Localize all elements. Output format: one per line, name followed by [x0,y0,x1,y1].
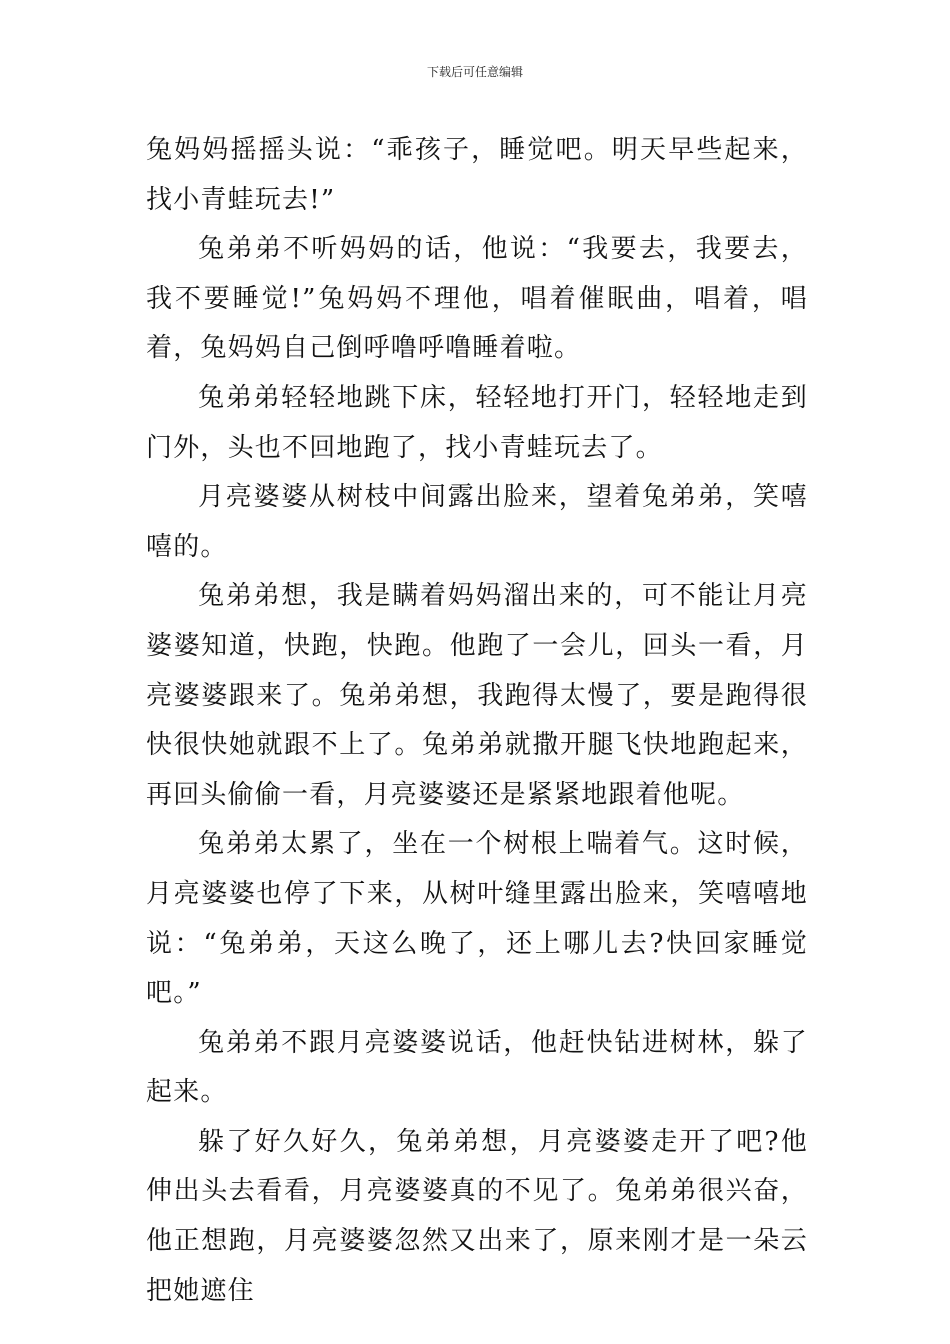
body-text [146,126,808,1316]
paragraph: 兔妈妈摇摇头说：“乖孩子，睡觉吧。明天早些起来，找小青蛙玩去!” [146,135,808,215]
paragraph: 兔弟弟不听妈妈的话，他说：“我要去，我要去，我不要睡觉!”兔妈妈不理他，唱着催眠曲，唱着，唱着，兔妈妈自己倒呼噜呼噜睡着啦。 [146,234,808,364]
paragraph: 兔弟弟想，我是瞒着妈妈溜出来的，可不能让月亮婆婆知道，快跑，快跑。他跑了一会儿，回头一看，月亮婆婆跟来了。兔弟弟想，我跑得太慢了，要是跑得很快很快她就跟不上了。兔弟弟就撒开腿飞快地跑起来，再回头偷偷一看，月亮婆婆还是紧紧地跟着他呢。 [146,581,808,810]
paragraph: 月亮婆婆从树枝中间露出脸来，望着兔弟弟，笑嘻嘻的。 [146,482,808,562]
paragraph: 兔弟弟不跟月亮婆婆说话，他赶快钻进树林，躲了起来。 [146,1027,808,1108]
paragraph: 兔弟弟太累了，坐在一个树根上喘着气。这时候，月亮婆婆也停了下来，从树叶缝里露出脸来，笑嘻嘻地说：“兔弟弟，天这么晚了，还上哪儿去?快回家睡觉吧。” [146,829,808,1009]
paragraph: 躲了好久好久，兔弟弟想，月亮婆婆走开了吧?他伸出头去看看，月亮婆婆真的不见了。兔弟弟很兴奋，他正想跑，月亮婆婆忽然又出来了，原来刚才是一朵云把她遮住 [146,1126,808,1306]
paragraph: 兔弟弟轻轻地跳下床，轻轻地打开门，轻轻地走到门外，头也不回地跑了，找小青蛙玩去了。 [146,382,808,463]
page-header: 下载后可任意编辑 [426,65,523,79]
